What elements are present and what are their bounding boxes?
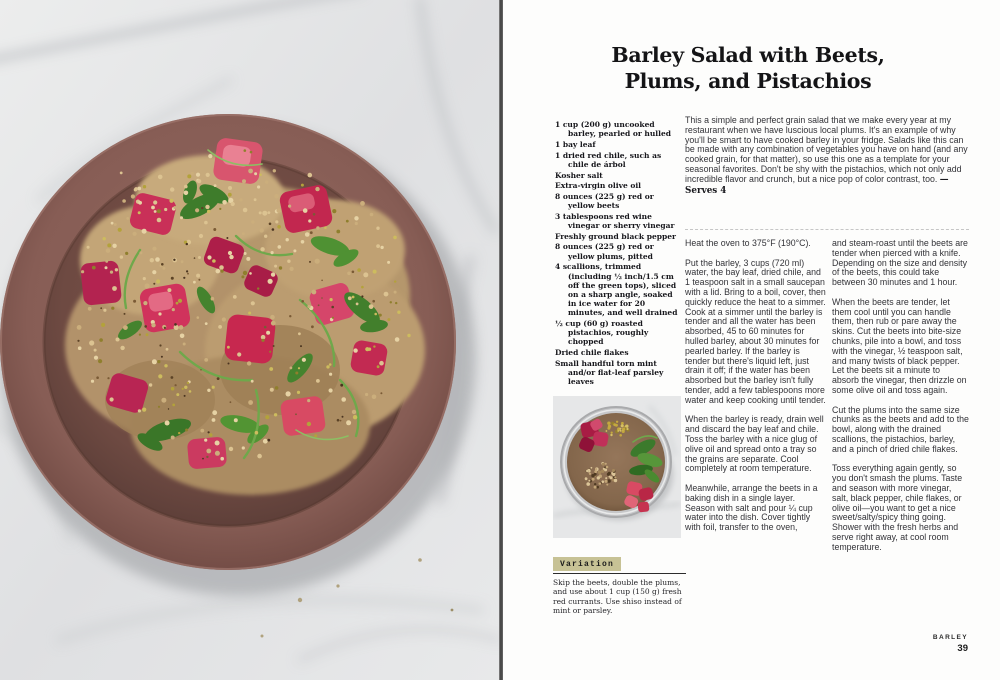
variation-label: Variation xyxy=(553,557,621,571)
variation-underline xyxy=(553,573,686,574)
ingredient-item: 1 dried red chile, such as chile de árbol xyxy=(555,150,662,169)
instructions-column-2 xyxy=(832,239,969,562)
ingredient-item: Dried chile flakes xyxy=(555,348,629,358)
instruction-paragraph: When the barley is ready, drain well and discard the bay leaf and chile. Toss the barley with a nice glug of olive oil and spread onto a tray so the grains are separate. Cool completely at room temperature. xyxy=(685,414,824,474)
variation-text: Skip the beets, double the plums, and use about 1 cup (150 g) fresh red currants. Use shiso instead of mint or parsley. xyxy=(553,578,682,616)
serves-note: —Serves 4 xyxy=(685,174,949,196)
ingredient-item: 1 cup (200 g) uncooked barley, pearled or hulled xyxy=(555,120,672,139)
ingredient-bowl-photo xyxy=(553,396,681,538)
instruction-paragraph: and steam-roast until the beets are tender when pierced with a knife. Depending on the size and density of the beets, this could take between 30 minutes and 1 hour. xyxy=(832,238,968,288)
ingredient-item: ½ cup (60 g) roasted pistachios, roughly chopped xyxy=(555,319,649,347)
bowl-photo-svg xyxy=(553,396,681,538)
section-divider xyxy=(685,229,969,230)
page-number: 39 xyxy=(957,643,968,654)
recipe-title-line1: Barley Salad with Beets, xyxy=(611,43,885,67)
instruction-paragraph: Meanwhile, arrange the beets in a baking dish in a single layer. Season with salt and pour ¼ cup water into the dish. Cover tightly with foil, transfer to the oven, xyxy=(685,482,818,533)
recipe-page xyxy=(503,0,1000,680)
recipe-title-line2: Plums, and Pistachios xyxy=(624,69,872,93)
intro-text: This a simple and perfect grain salad that we make every year at my restaurant when we have luscious local plums. It's an example of why you'll be smart to have cooked barley in your fridge. Salads like this can be made with any combination of vegetables you have on hand (and any cooked grain, for that matter), so use this one as a template for your seasonal favorites. Don't be shy with the pistachios, which not only add incredible flavor and crunch, but a nice pop of color contrast, too. xyxy=(685,115,968,184)
ingredient-item: 1 bay leaf xyxy=(555,139,596,149)
chapter-label: BARLEY xyxy=(932,634,968,641)
ingredient-item: Freshly ground black pepper xyxy=(555,231,676,241)
page-footer xyxy=(933,634,968,654)
variation-section xyxy=(553,553,686,616)
ingredient-item: Kosher salt xyxy=(555,170,603,180)
instruction-paragraph: Toss everything again gently, so you don't smash the plums. Taste and season with more vinegar, salt, black pepper, chile flakes, or olive oil—you want to get a nice sweet/salty/spicy thing going. Shower with the fresh herbs and serve right away, at cool room temperature. xyxy=(832,463,963,552)
ingredient-item: 8 ounces (225 g) red or yellow beets xyxy=(555,191,654,211)
ingredient-item: Extra-virgin olive oil xyxy=(555,181,642,191)
ingredient-item: 8 ounces (225 g) red or yellow plums, pitted xyxy=(555,242,654,261)
instruction-paragraph: Cut the plums into the same size chunks as the beets and add to the bowl, along with the drained scallions, the pistachios, barley, and a pinch of dried chile flakes. xyxy=(832,404,969,454)
ingredient-list xyxy=(555,120,681,388)
instruction-paragraph: Heat the oven to 375°F (190°C). xyxy=(685,238,811,248)
recipe-title xyxy=(513,42,983,94)
ingredient-item: 3 tablespoons red wine vinegar or sherry vinegar xyxy=(555,211,675,231)
recipe-intro xyxy=(685,116,969,196)
ingredient-item: Small handful torn mint and/or flat-leaf parsley leaves xyxy=(555,358,664,387)
instruction-paragraph: Put the barley, 3 cups (720 ml) water, the bay leaf, dried chile, and 1 teaspoon salt in a small saucepan with a lid. Bring to a boil, cover, then quickly reduce the heat to a simmer. Cook at a simmer until the barley is tender and all the water has been absorbed, 45 to 60 minutes for hulled barley, about 30 minutes for pearled barley. If the barley is tender but there's liquid left, just drain it off; if the water has been absorbed but the barley isn't fully tender, add a few tablespoons more water and keep cooking until tender. xyxy=(685,257,826,405)
ingredient-item: 4 scallions, trimmed (including ½ inch/1.5 cm off the green tops), sliced on a sharp angle, soaked in ice water for 20 minutes, and well drained xyxy=(555,262,678,318)
instruction-paragraph: When the beets are tender, let them cool until you can handle them, then rub or pare away the skins. Cut the beets into bite-size chunks, pile into a bowl, and toss with the vinegar, ½ teaspoon salt, and many twists of black pepper. Let the beets sit a minute to absorb the vinegar, then drizzle on some olive oil and toss again. xyxy=(832,296,967,395)
instructions-column-1 xyxy=(685,239,826,543)
